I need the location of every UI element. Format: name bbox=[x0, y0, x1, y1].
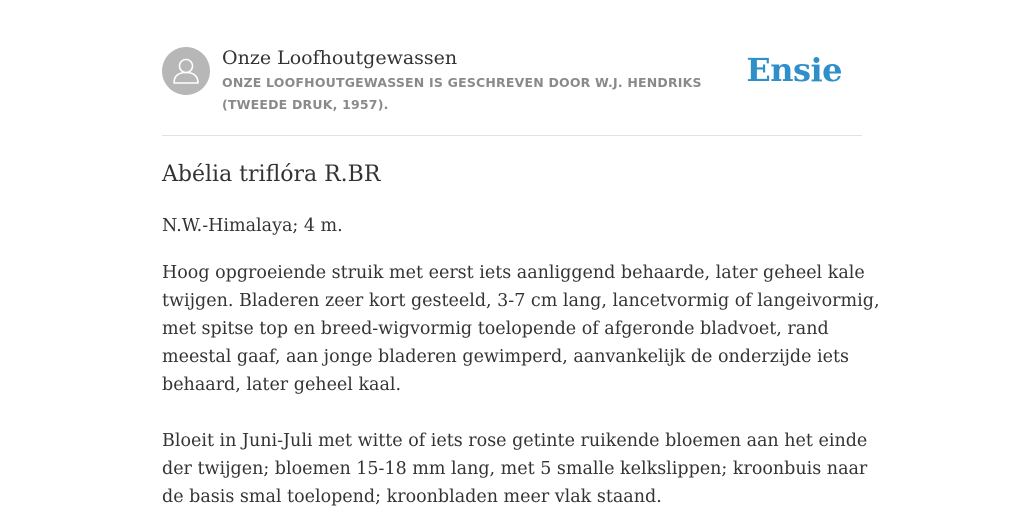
entry-title: Abélia triflóra R.BR bbox=[162, 162, 381, 187]
text-line: twijgen. Bladeren zeer kort gesteeld, 3-7 cm lang, lancetvormig of langeivormig, bbox=[162, 291, 880, 311]
text-line: Hoog opgroeiende struik met eerst iets aanliggend behaarde, later geheel kale bbox=[162, 263, 865, 283]
text-line: N.W.-Himalaya; 4 m. bbox=[162, 216, 343, 236]
brand-logo[interactable]: Ensie bbox=[746, 51, 842, 89]
user-silhouette-icon bbox=[162, 47, 210, 95]
text-line: Bloeit in Juni-Juli met witte of iets rose getinte ruikende bloemen aan het einde bbox=[162, 431, 868, 451]
text-line: meestal gaaf, aan jonge bladeren gewimperd, aanvankelijk de onderzijde iets bbox=[162, 347, 850, 367]
publication-title[interactable]: Onze Loofhoutgewassen bbox=[222, 47, 458, 69]
entry-card bbox=[162, 0, 880, 512]
text-line: met spitse top en breed-wigvormig toelopende of afgeronde bladvoet, rand bbox=[162, 319, 829, 339]
publication-description: ONZE LOOFHOUTGEWASSEN IS GESCHREVEN DOOR W.J. HENDRIKS (TWEEDE DRUK, 1957). bbox=[222, 75, 702, 112]
text-line: behaard, later geheel kaal. bbox=[162, 375, 402, 395]
text-line: de basis smal toelopend; kroonbladen meer vlak staand. bbox=[162, 487, 662, 507]
text-line: der twijgen; bloemen 15-18 mm lang, met 5 smalle kelkslippen; kroonbuis naar bbox=[162, 459, 868, 479]
entry-paragraph-description bbox=[162, 259, 880, 399]
publication-avatar[interactable] bbox=[162, 47, 210, 95]
entry-paragraph-distribution bbox=[162, 212, 862, 240]
entry-paragraph-flowering bbox=[162, 427, 868, 511]
publication-header bbox=[162, 44, 862, 136]
header-divider bbox=[162, 135, 862, 136]
